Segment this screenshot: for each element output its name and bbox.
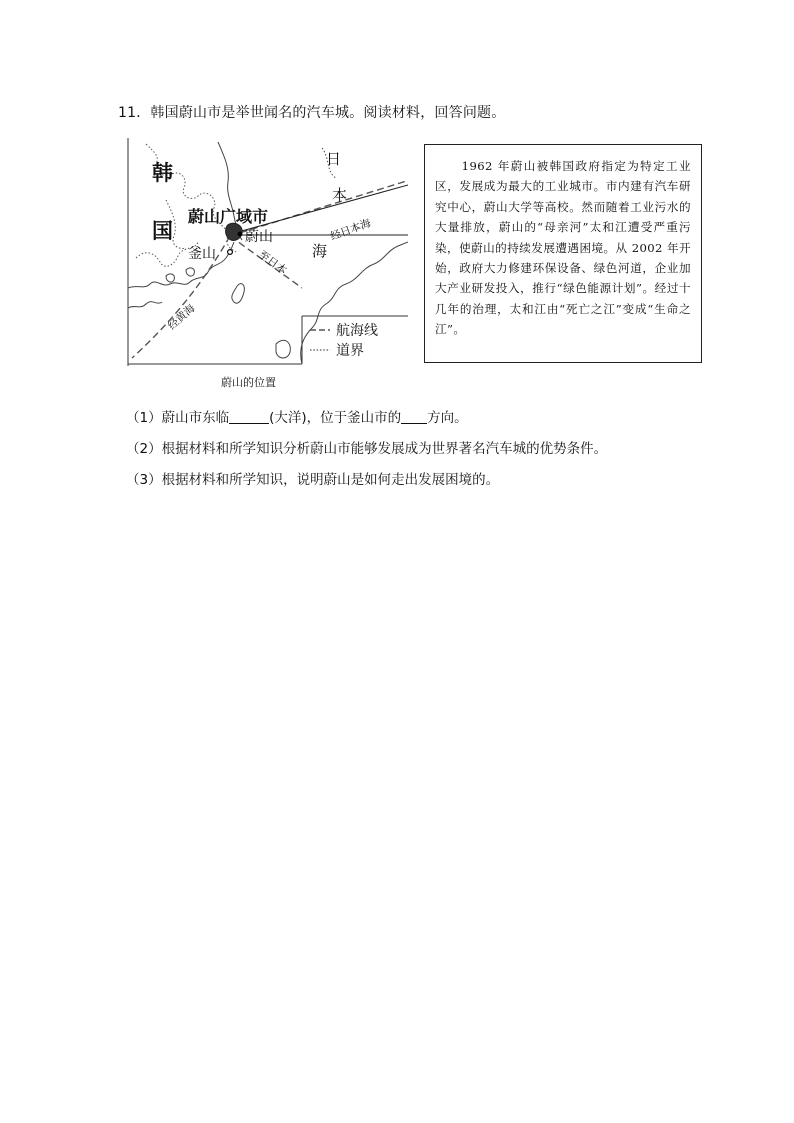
label-korea-2: 国: [152, 219, 173, 243]
label-route-sea-of-japan: 经日本海: [328, 217, 373, 243]
question-title: 11．韩国蔚山市是举世闻名的汽车城。阅读材料，回答问题。: [118, 105, 506, 121]
map-legend: [302, 316, 408, 364]
label-japan-2: 本: [332, 186, 348, 204]
sub-question-1: （1）蔚山市东临 (大洋)，位于釜山市的 方向。: [126, 410, 468, 426]
label-route-to-japan: 至日本: [256, 248, 289, 277]
label-ulsan: 蔚山: [245, 229, 273, 245]
answer-blank-ocean[interactable]: [229, 410, 269, 424]
label-ulsan-region: 蔚山广域市: [188, 207, 269, 226]
answer-blank-direction[interactable]: [401, 410, 427, 424]
label-sea: 海: [312, 242, 328, 260]
label-japan-1: 日: [326, 150, 342, 168]
sub-question-3: （3）根据材料和所学知识，说明蔚山是如何走出发展困境的。: [126, 472, 500, 488]
location-map: [126, 138, 408, 366]
legend-shipping-route: 航海线: [336, 323, 378, 339]
label-busan: 釜山: [188, 246, 216, 262]
sub-question-2: （2）根据材料和所学知识分析蔚山市能够发展成为世界著名汽车城的优势条件。: [126, 441, 608, 457]
label-route-yellow-sea: 经黄海: [165, 302, 198, 333]
busan-city-marker: [228, 250, 233, 255]
ulsan-city-dot: [238, 232, 243, 237]
map-caption: 蔚山的位置: [221, 376, 276, 389]
material-text: 1962 年蔚山被韩国政府指定为特定工业区，发展成为最大的工业城市。市内建有汽车研究中心，蔚山大学等高校。然而随着工业污水的大量排放，蔚山的“母亲河”太和江遭受严重污染，使蔚山的持续发展遭遇困境。从 2002 年开始，政府大力修建环保设备、绿色河道，企业加大产业研发投入，推行“绿色能源计划”。经过十几年的治理，太和江由“死亡之江”变成“生命之江”。: [435, 159, 691, 337]
label-korea-1: 韩: [152, 161, 173, 185]
legend-provincial-boundary: 道界: [336, 343, 364, 359]
material-box: [424, 144, 702, 363]
